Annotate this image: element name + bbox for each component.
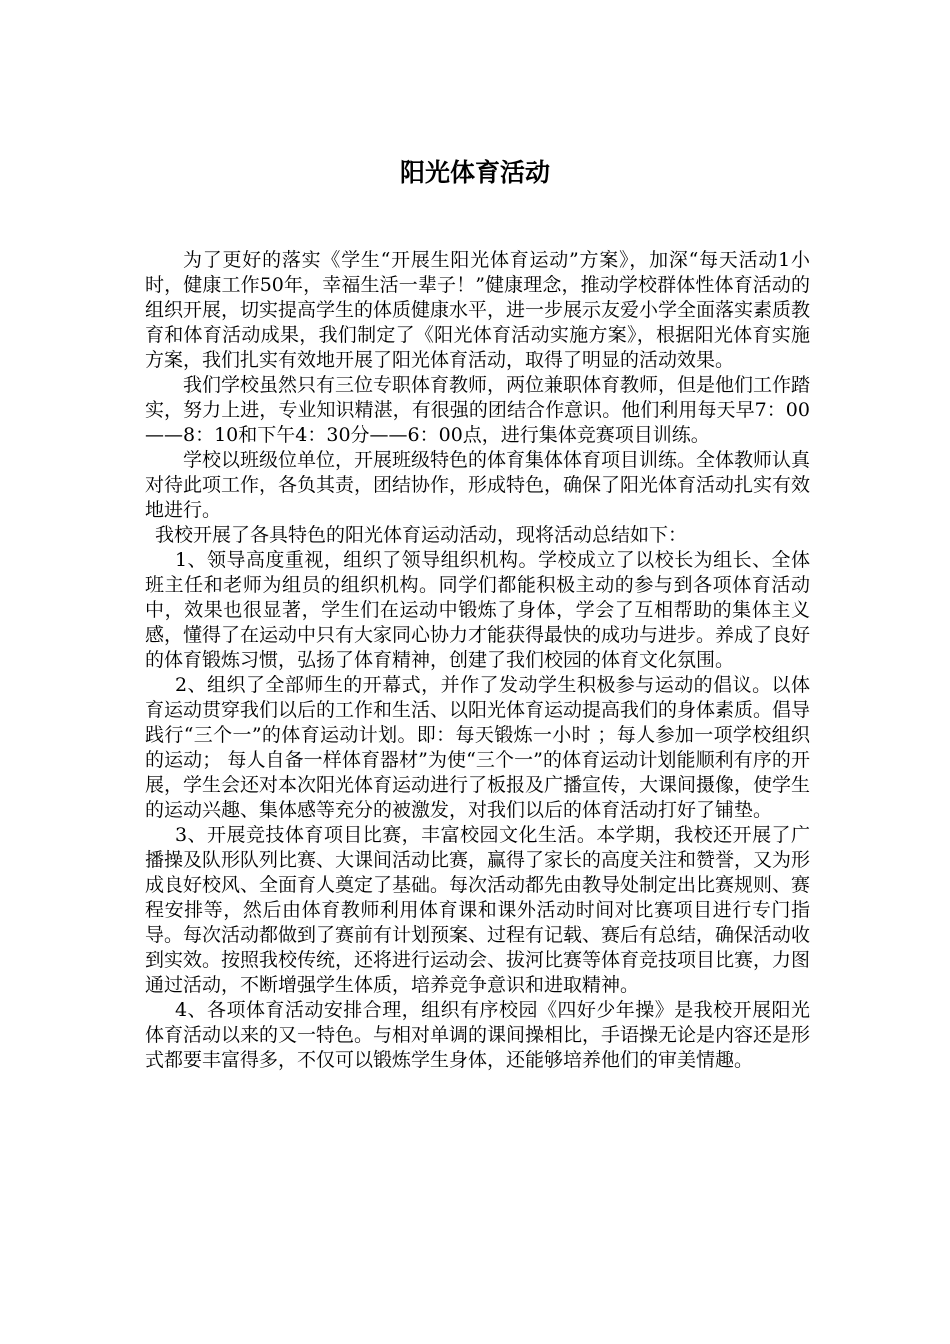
paragraph-summary-intro: 我校开展了各具特色的阳光体育运动活动，现将活动总结如下：	[155, 524, 688, 546]
document-body	[145, 248, 810, 1073]
paragraph-item-2: 2、组织了全部师生的开幕式，并作了发动学生积极参与运动的倡议。以体育运动贯穿我们以后的工作和生活、以阳光体育运动提高我们的身体素质。倡导践行“三个一”的体育运动计划。即：每天锻炼一小时 ；每人参加一项学校组织的运动； 每人自备一样体育器材”为使“三个一”的体育运动计划能顺利有序的开展，学生会还对本次阳光体育运动进行了板报及广播宣传，大课间摄像，使学生的运动兴趣、集体感等充分的被激发，对我们以后的体育活动打好了铺垫。	[145, 674, 811, 821]
paragraph-item-4: 4、各项体育活动安排合理，组织有序校园《四好少年操》是我校开展阳光体育活动以来的又一特色。与相对单调的课间操相比，手语操无论是内容还是形式都要丰富得多，不仅可以锻炼学生身体，还能够培养他们的审美情趣。	[145, 999, 811, 1071]
paragraph-item-1: 1、领导高度重视，组织了领导组织机构。学校成立了以校长为组长、全体班主任和老师为组员的组织机构。同学们都能积极主动的参与到各项体育活动中，效果也很显著，学生们在运动中锻炼了身体，学会了互相帮助的集体主义感，懂得了在运动中只有大家同心协力才能获得最快的成功与进步。养成了良好的体育锻炼习惯，弘扬了体育精神，创建了我们校园的体育文化氛围。	[145, 549, 811, 671]
paragraph-intro: 为了更好的落实《学生“开展生阳光体育运动”方案》，加深“每天活动1小时，健康工作50年，幸福生活一辈子！”健康理念，推动学校群体性体育活动的组织开展，切实提高学生的体质健康水平，进一步展示友爱小学全面落实素质教育和体育活动成果，我们制定了《阳光体育活动实施方案》，根据阳光体育实施方案，我们扎实有效地开展了阳光体育活动，取得了明显的活动效果。	[145, 249, 811, 371]
paragraph-class-training: 学校以班级位单位，开展班级特色的体育集体体育项目训练。全体教师认真对待此项工作，各负其责，团结协作，形成特色，确保了阳光体育活动扎实有效地进行。	[145, 449, 811, 521]
document-title: 阳光体育活动	[399, 158, 550, 187]
paragraph-item-3: 3、开展竞技体育项目比赛，丰富校园文化生活。本学期，我校还开展了广播操及队形队列比赛、大课间活动比赛，赢得了家长的高度关注和赞誉，又为形成良好校风、全面育人奠定了基础。每次活动都先由教导处制定出比赛规则、赛程安排等，然后由体育教师利用体育课和课外活动时间对比赛项目进行专门指导。每次活动都做到了赛前有计划预案、过程有记载、赛后有总结，确保活动收到实效。按照我校传统，还将进行运动会、拔河比赛等体育竞技项目比赛，力图通过活动，不断增强学生体质，培养竞争意识和进取精神。	[145, 824, 811, 996]
paragraph-teachers: 我们学校虽然只有三位专职体育教师，两位兼职体育教师，但是他们工作踏实，努力上进，专业知识精湛，有很强的团结合作意识。他们利用每天早7：00——8：10和下午4：30分——6：00点，进行集体竞赛项目训练。	[145, 374, 811, 446]
